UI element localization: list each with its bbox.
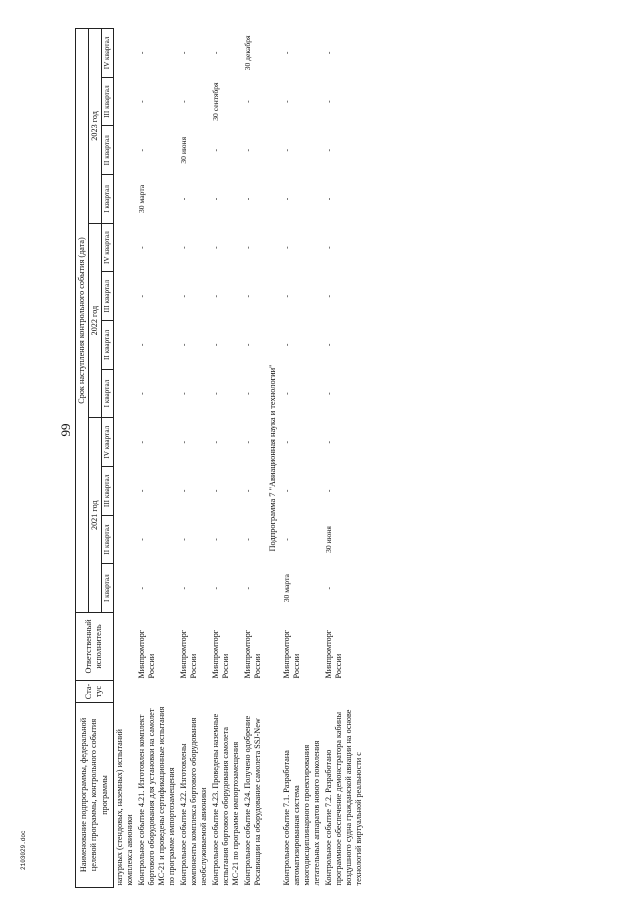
header-year-2023: 2023 год [89,29,102,224]
event-date-cell [113,369,136,418]
event-status [178,681,210,703]
event-date-cell: - [136,294,146,298]
event-date-cell [113,321,136,370]
event-date-cell [113,175,136,224]
header-quarter: III квартал [102,77,114,126]
event-date-cell [113,515,136,564]
event-date-cell: - [210,197,220,201]
header-quarter: IV квартал [102,29,114,78]
event-date-cell: - [178,538,188,541]
event-date-cell: - [136,51,146,55]
event-date-cell: - [282,197,292,201]
header-status: Ста-тус [76,681,114,703]
event-date-cell: - [282,51,292,55]
event-date-cell: - [178,51,188,55]
event-date-cell: - [178,294,188,298]
event-date-cell [113,126,136,175]
event-date-cell: - [136,343,146,347]
event-date-cell [113,272,136,321]
table-row [242,29,264,888]
table-row [323,29,365,888]
event-date-cell: - [242,586,252,590]
event-date-cell: - [178,246,188,249]
footer-file-code: 2103029.doc [20,830,27,870]
event-date-cell: - [282,343,292,347]
header-quarter: I квартал [102,369,114,418]
header-quarter: IV квартал [102,223,114,272]
event-date-cell: - [210,246,220,249]
event-date-cell: - [178,489,188,493]
event-name: Контрольное событие 7.1. Разработана автоматизированная система многодисциплинарного проектирования летательных аппаратов нового поколения [282,740,322,886]
event-executor: Минпромторг России [242,629,262,679]
event-status [136,681,178,703]
table-body [113,29,365,888]
event-date-cell: - [324,440,334,444]
event-date-cell: 30 марта [136,184,146,213]
header-quarter: II квартал [102,126,114,175]
event-date-cell [113,564,136,613]
event-date-cell: - [136,392,146,395]
event-date-cell: - [282,392,292,395]
event-date-cell: - [136,246,146,249]
header-quarter: III квартал [102,272,114,321]
event-date-cell: - [324,149,334,152]
event-date-cell [113,467,136,516]
event-date-cell: - [282,100,292,103]
event-date-cell: - [324,586,334,590]
event-date-cell: - [210,538,220,541]
event-date-cell: - [242,100,252,103]
event-status [281,681,323,703]
header-quarter: II квартал [102,321,114,370]
event-date-cell: - [242,440,252,444]
event-date-cell: - [242,538,252,541]
rotated-table-page [75,28,555,888]
table-row [113,29,136,888]
event-status [242,681,264,703]
event-date-cell: - [178,392,188,395]
event-date-cell: - [242,392,252,395]
header-name: Наименование подпрограммы, федеральной целевой программы, контрольного события программы [76,703,114,888]
event-date-cell: - [282,149,292,152]
event-date-cell: - [210,149,220,152]
event-date-cell: - [136,100,146,103]
event-date-cell: 30 июня [324,526,334,553]
table-row [136,29,178,888]
subprogram-row [264,29,281,888]
table-row [210,29,242,888]
event-date-cell: - [324,100,334,103]
event-date-cell: - [210,392,220,395]
header-year-2021: 2021 год [89,418,102,613]
event-date-cell: - [282,489,292,493]
event-date-cell: - [324,51,334,55]
event-date-cell: 30 июня [178,136,188,164]
event-date-cell [113,29,136,78]
event-date-cell: - [282,538,292,541]
event-date-cell [113,77,136,126]
event-name: Контрольное событие 7.2. Разработано программное обеспечение демонстратора кабины воздушного судна гражданской авиации на основе технологий виртуальной реальности с [324,709,364,886]
event-executor: Минпромторг России [282,629,302,679]
event-name: Контрольное событие 4.24. Получено одобрение Росавиации на оборудование самолета SSJ-New [242,715,262,886]
event-date-cell: - [242,197,252,201]
event-date-cell: - [210,51,220,55]
event-executor: Минпромторг России [178,629,198,679]
event-date-cell: - [136,440,146,444]
header-quarter: IV квартал [102,418,114,467]
header-year-2022: 2022 год [89,223,102,418]
table-row [178,29,210,888]
event-date-cell [113,223,136,272]
event-date-cell: 30 сентября [210,82,220,121]
event-date-cell: - [210,294,220,298]
event-date-cell: - [136,489,146,493]
subprogram-title: Подпрограмма 7 "Авиационная наука и технологии" [267,364,277,552]
event-date-cell: - [242,246,252,249]
event-date-cell: - [210,586,220,590]
header-dates: Срок наступления контрольного события (дата) [76,29,89,613]
page-number: 99 [58,423,73,437]
event-executor [113,613,136,681]
event-date-cell: - [324,197,334,201]
control-events-table [75,28,365,888]
event-name: натурных (стендовых, наземных) испытаний комплекса авионики [114,729,134,886]
event-date-cell: - [178,440,188,444]
header-quarter: III квартал [102,467,114,516]
event-date-cell: - [242,294,252,298]
event-date-cell: - [324,392,334,395]
event-status [113,681,136,703]
event-date-cell: - [324,294,334,298]
header-quarter: I квартал [102,564,114,613]
event-date-cell: - [282,440,292,444]
event-status [323,681,365,703]
event-date-cell: - [324,246,334,249]
event-date-cell: - [210,489,220,493]
event-date-cell: - [210,343,220,347]
event-date-cell: - [324,489,334,493]
event-date-cell: - [178,197,188,201]
event-date-cell: - [136,586,146,590]
event-date-cell: 30 декабря [242,35,252,71]
header-quarter: I квартал [102,175,114,224]
event-date-cell: - [136,538,146,541]
header-executor: Ответственный исполнитель [76,613,114,681]
event-executor: Минпромторг России [136,629,156,679]
event-date-cell: - [178,586,188,590]
event-status [210,681,242,703]
event-executor: Минпромторг России [210,629,230,679]
event-date-cell: - [282,294,292,298]
event-name: Контрольное событие 4.21. Изготовлен комплект бортового оборудования для установки на самолет МС-21 и проведены сертификационные испытания по программе импортозамещения [136,706,176,886]
event-executor: Минпромторг России [324,629,344,679]
event-date-cell: - [324,343,334,347]
event-date-cell [113,418,136,467]
event-date-cell: - [210,440,220,444]
event-date-cell: - [242,149,252,152]
header-quarter: II квартал [102,515,114,564]
event-date-cell: - [178,100,188,103]
event-date-cell: - [242,489,252,493]
table-row [281,29,323,888]
event-date-cell: - [242,343,252,347]
event-date-cell: - [282,246,292,249]
event-name: Контрольное событие 4.22. Изготовлены компоненты комплекса бортового оборудования необслуживаемой авионики [178,717,208,886]
event-date-cell: - [136,149,146,152]
event-name: Контрольное событие 4.23. Проведены наземные испытания бортового оборудования самолета МС-21 по программе импортозамещения [210,713,240,886]
event-date-cell: - [178,343,188,347]
event-date-cell: 30 марта [282,574,292,603]
